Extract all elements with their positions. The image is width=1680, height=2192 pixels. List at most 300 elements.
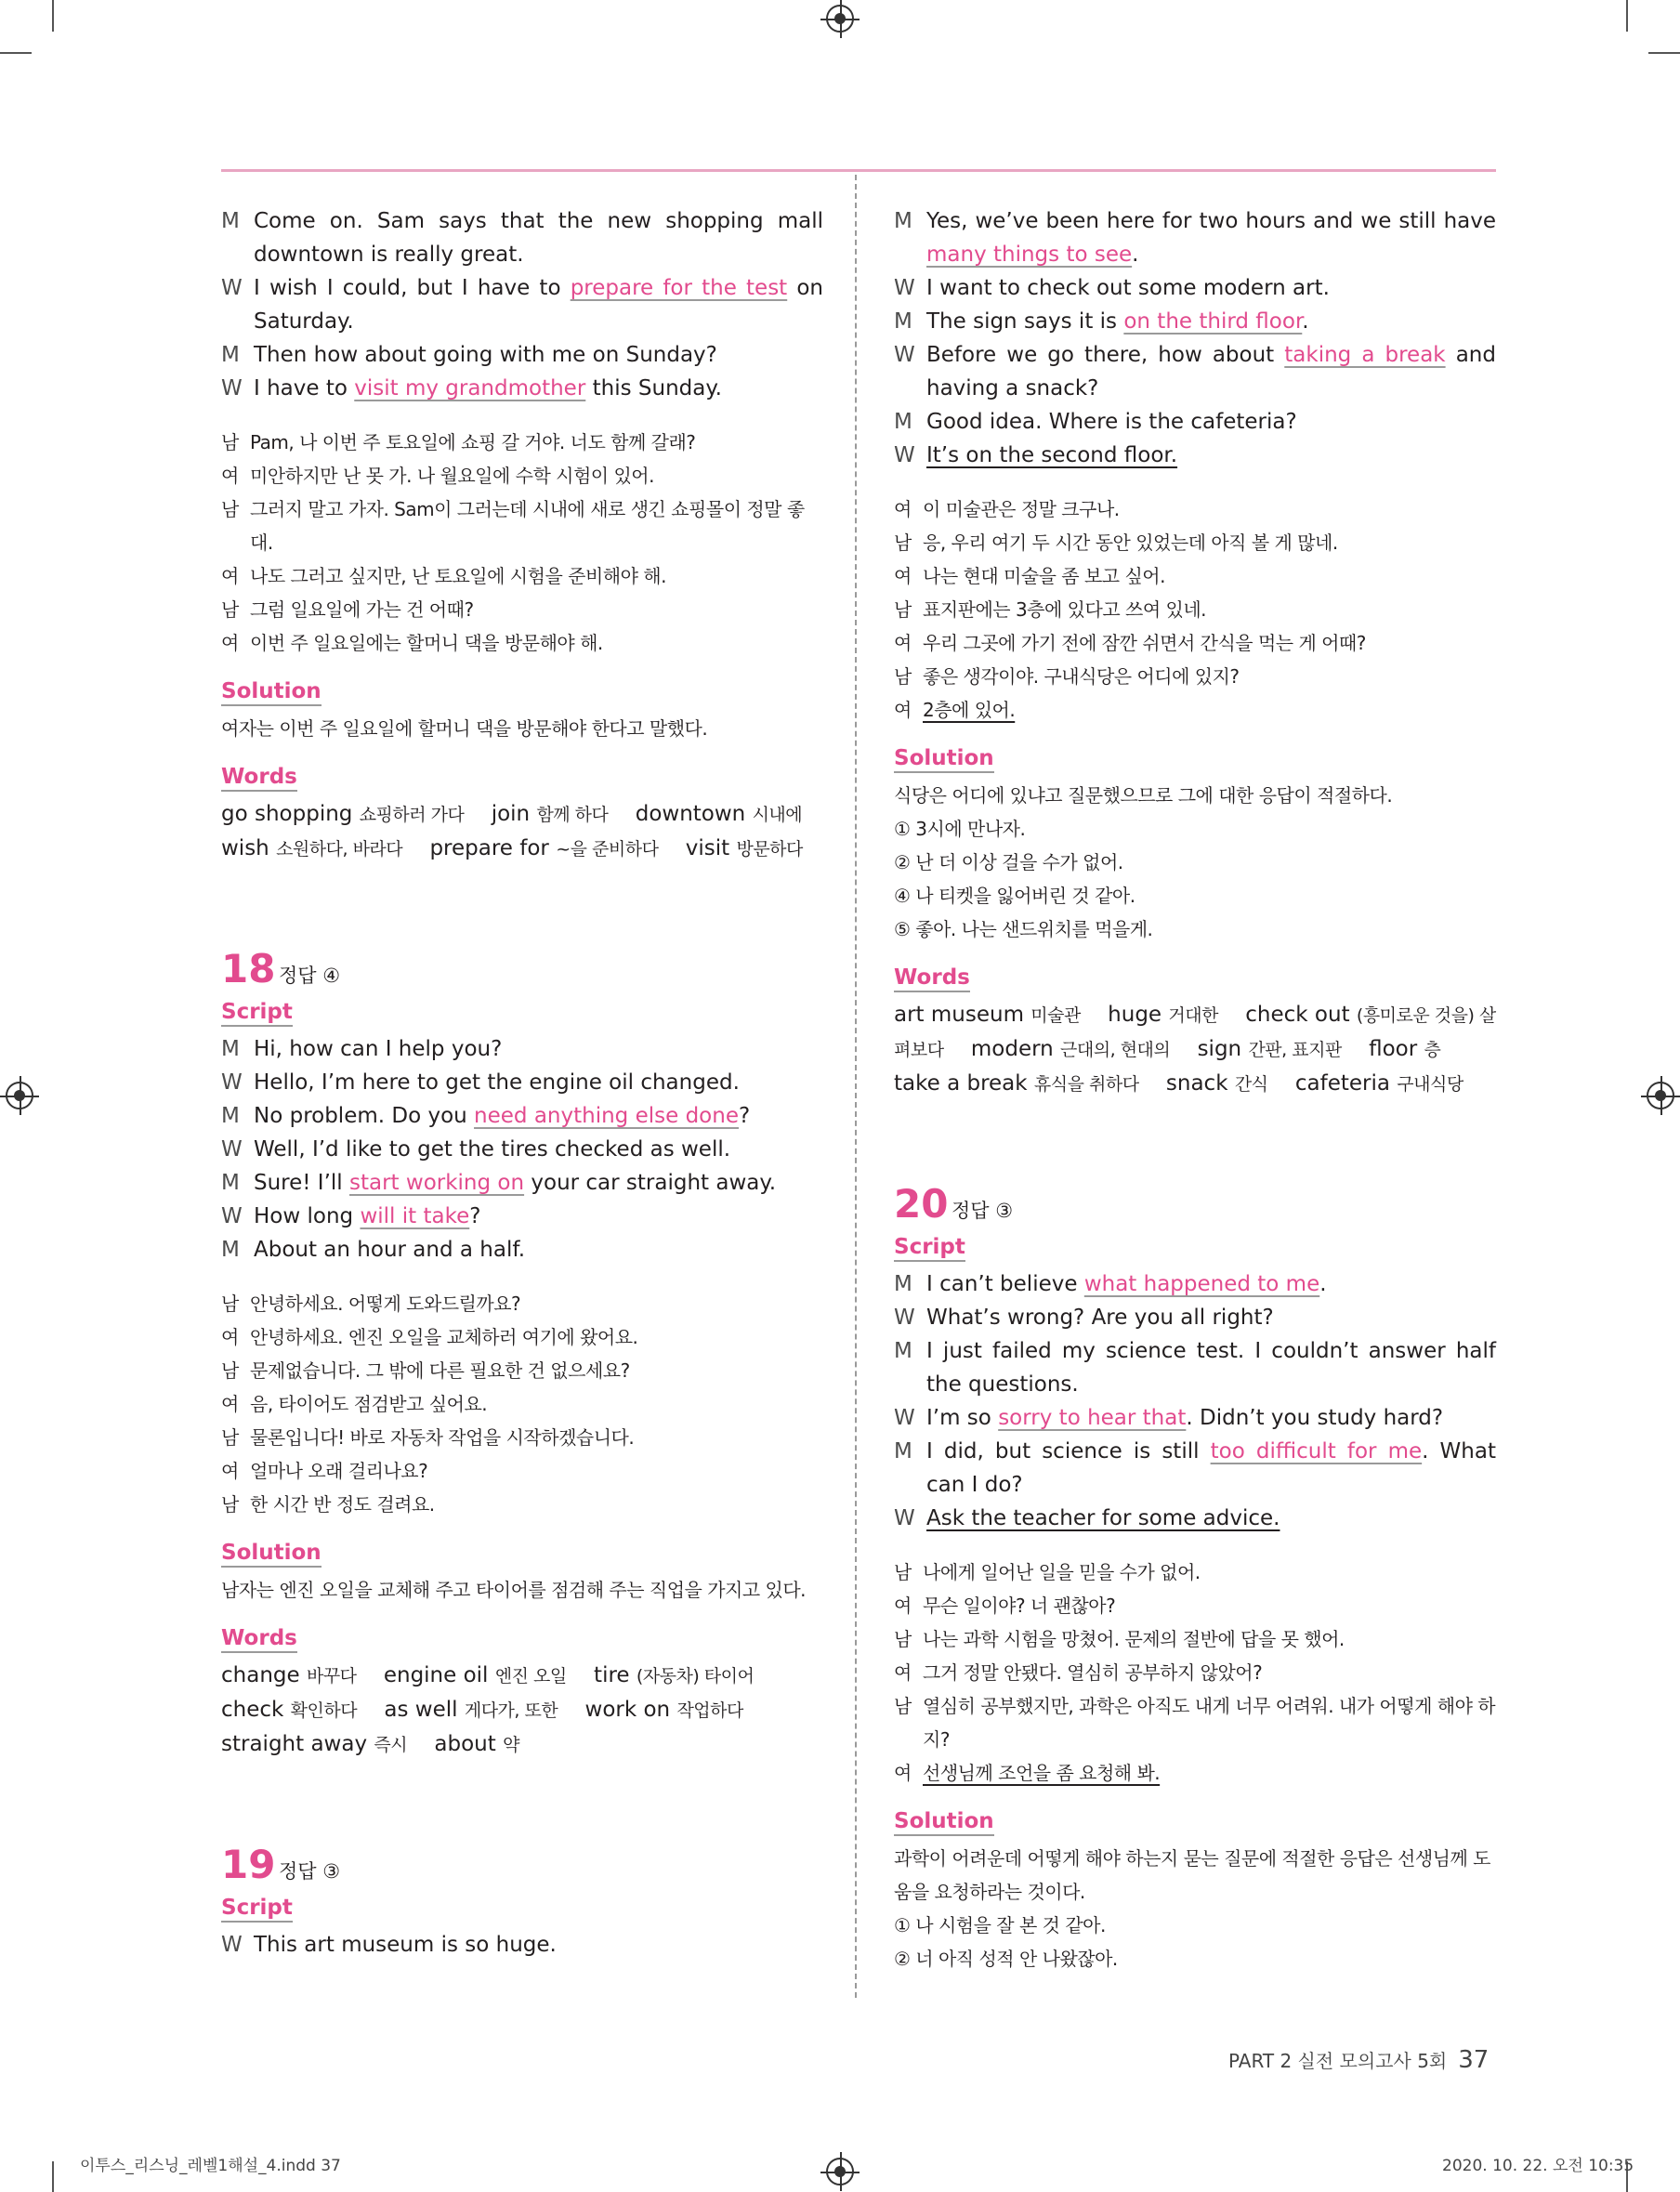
translation-text: 얼마나 오래 걸리나요? (250, 1460, 428, 1482)
dialogue-line (894, 204, 1496, 271)
fill-in-blank: start working on (349, 1171, 525, 1195)
text-run: . What can I do? (926, 1439, 1496, 1497)
speaker-label: M (894, 1339, 912, 1363)
word-english: join (491, 802, 537, 826)
translation-line (221, 1454, 823, 1488)
korean-translation-20 (894, 1555, 1496, 1790)
word-meaning: 시내에 (752, 805, 803, 825)
translation-wrap (250, 1320, 823, 1354)
fill-in-blank: will it take (360, 1204, 470, 1228)
text-run: I just failed my science test. I couldn’t answer half the questions. (926, 1339, 1496, 1397)
solution-text: 여자는 이번 주 일요일에 할머니 댁을 방문해야 한다고 말했다. (221, 717, 708, 740)
solution-line: ① 나 시험을 잘 본 것 같아. (894, 1914, 1106, 1936)
word-meaning: 거대한 (1168, 1005, 1218, 1026)
word-meaning: 휴식을 취하다 (1033, 1074, 1139, 1095)
dialogue-text (926, 1267, 1496, 1301)
fill-in-blank: need anything else done (474, 1104, 739, 1128)
text-run: Come on. Sam says that the new shopping mall downtown is really great. (254, 209, 823, 267)
speaker-label: 여 (221, 465, 239, 487)
text-run: your car straight away. (524, 1171, 777, 1195)
solution-label: Solution (894, 745, 994, 773)
top-rule (221, 169, 1496, 172)
word-english: check (221, 1698, 291, 1722)
speaker-label: W (894, 276, 915, 300)
speaker-label: 여 (221, 565, 239, 587)
solution-line: ② 너 아직 성적 안 나왔잖아. (894, 1948, 1118, 1970)
word-english: prepare for (429, 836, 557, 860)
text-run: . (1132, 243, 1139, 267)
speaker-label: W (894, 443, 915, 467)
word-entry (585, 1698, 743, 1722)
speaker-label: M (221, 209, 240, 233)
translation-wrap (923, 1689, 1496, 1756)
translation-wrap (250, 426, 823, 459)
script-label: Script (894, 1234, 965, 1262)
trim-mark (52, 2161, 54, 2192)
speaker-label: 여 (894, 498, 912, 520)
solution-label: Solution (221, 1540, 322, 1568)
words-label: Words (894, 965, 970, 992)
dialogue-text (926, 1435, 1496, 1502)
text-run: What’s wrong? Are you all right? (926, 1306, 1274, 1330)
dialogue-text (254, 1166, 823, 1200)
translation-wrap (250, 1287, 823, 1320)
translation-wrap (923, 1756, 1496, 1790)
question-number: 19 (221, 1842, 276, 1887)
translation-line (894, 1656, 1496, 1689)
page-number: 37 (1458, 2046, 1490, 2074)
registration-mark-icon (1647, 1082, 1674, 1109)
word-entry (429, 836, 658, 860)
translation-text: 나는 과학 시험을 망쳤어. 문제의 절반에 답을 못 했어. (923, 1628, 1345, 1650)
translation-text: 열심히 공부했지만, 과학은 아직도 내게 너무 어려워. 내가 어떻게 해야 하지? (923, 1695, 1496, 1751)
translation-line (894, 626, 1496, 660)
speaker-label: 남 (894, 532, 912, 554)
registration-mark-icon (826, 2158, 854, 2185)
word-english: take a break (894, 1071, 1034, 1096)
speaker-label: 남 (894, 665, 912, 688)
dialogue-line (221, 1928, 823, 1962)
dialogue-text (254, 1928, 823, 1962)
speaker-label: 남 (221, 1293, 239, 1315)
text-run: No problem. Do you (254, 1104, 475, 1128)
word-entry (384, 1663, 567, 1687)
speaker-label: M (221, 1171, 240, 1195)
speaker-label: M (894, 209, 912, 233)
translation-wrap (923, 559, 1496, 593)
translation-line (894, 1756, 1496, 1790)
dialogue-text (254, 1133, 823, 1166)
word-entry (894, 1003, 1081, 1027)
word-meaning: 쇼핑하러 가다 (359, 805, 465, 825)
word-english: change (221, 1663, 307, 1687)
word-meaning: 게다가, 또한 (464, 1700, 558, 1721)
word-meaning: 약 (503, 1735, 519, 1755)
text-run: . (1319, 1272, 1327, 1296)
text-run: Sure! I’ll (254, 1171, 349, 1195)
speaker-label: M (894, 410, 912, 434)
text-run: and having a snack? (926, 343, 1496, 400)
translation-line (221, 1387, 823, 1421)
translation-wrap (250, 626, 823, 660)
speaker-label: 남 (221, 598, 239, 621)
word-entry (594, 1663, 754, 1687)
solution-text: 남자는 엔진 오일을 교체해 주고 타이어를 점검해 주는 직업을 가지고 있다. (221, 1579, 807, 1601)
word-entry (1198, 1037, 1342, 1061)
word-english: downtown (635, 802, 753, 826)
translation-line (221, 1287, 823, 1320)
translation-line (221, 1421, 823, 1454)
word-english: floor (1369, 1037, 1424, 1061)
question-19-header (221, 1842, 823, 1887)
translation-text: 좋은 생각이야. 구내식당은 어디에 있지? (923, 665, 1240, 688)
speaker-label: M (221, 1037, 240, 1061)
words-list-19 (894, 998, 1496, 1101)
translation-text: 한 시간 반 정도 걸려요. (250, 1493, 435, 1516)
speaker-label: 남 (221, 1493, 239, 1516)
word-meaning: (자동차) 타이어 (636, 1666, 755, 1687)
word-meaning: 구내식당 (1397, 1074, 1463, 1095)
dialogue-line (894, 1267, 1496, 1301)
trim-mark (1626, 0, 1628, 32)
slug-datetime: 2020. 10. 22. 오전 10:35 (1442, 2157, 1634, 2175)
text-run: Well, I’d like to get the tires checked as well. (254, 1137, 731, 1162)
translation-line (894, 1622, 1496, 1656)
translation-text: 우리 그곳에 가기 전에 잠깐 쉬면서 간식을 먹는 게 어때? (923, 632, 1366, 654)
dialogue-text (926, 338, 1496, 405)
script-label: Script (221, 999, 293, 1027)
word-english: modern (970, 1037, 1061, 1061)
translation-text: 안녕하세요. 엔진 오일을 교체하러 여기에 왔어요. (250, 1326, 638, 1348)
translation-line (894, 526, 1496, 559)
fill-in-blank: sorry to hear that (998, 1406, 1187, 1430)
dialogue-line (221, 1032, 823, 1066)
speaker-label: M (221, 343, 240, 367)
word-entry (971, 1037, 1170, 1061)
dialogue-line (894, 1435, 1496, 1502)
trim-mark (1648, 52, 1680, 54)
word-meaning: 소원하다, 바라다 (276, 839, 403, 860)
translation-wrap (923, 660, 1496, 693)
dialogue-text (926, 405, 1496, 439)
word-meaning: (흥미로운 것을) 살펴보다 (894, 1005, 1496, 1060)
speaker-label: W (221, 1070, 243, 1095)
registration-mark-icon (6, 1082, 33, 1109)
translation-wrap (923, 693, 1496, 727)
fill-in-blank: too difficult for me (1210, 1439, 1423, 1464)
dialogue-line (221, 204, 823, 271)
text-run: ? (469, 1204, 481, 1228)
dialogue-line (894, 1301, 1496, 1334)
translation-line (894, 559, 1496, 593)
question-18-header (221, 946, 823, 991)
dialogue-text (254, 1233, 823, 1267)
dialogue-text (254, 271, 823, 338)
dialogue-text (926, 1301, 1496, 1334)
dialogue-line (894, 1502, 1496, 1535)
speaker-label: 여 (221, 1326, 239, 1348)
word-english: sign (1197, 1037, 1249, 1061)
text-run: Hi, how can I help you? (254, 1037, 503, 1061)
text-run: The sign says it is (926, 309, 1124, 334)
translation-wrap (923, 1589, 1496, 1622)
words-list-17 (221, 797, 823, 866)
fill-in-blank: many things to see (926, 243, 1133, 267)
korean-translation-19 (894, 492, 1496, 727)
speaker-label: 여 (894, 565, 912, 587)
word-english: cafeteria (1294, 1071, 1398, 1096)
answer-label: 정답 ③ (279, 1860, 341, 1883)
word-entry (492, 802, 609, 826)
translation-text: 그거 정말 안됐다. 열심히 공부하지 않았어? (923, 1661, 1263, 1684)
answer-label: 정답 ③ (952, 1200, 1014, 1222)
solution-line: ④ 나 티켓을 잃어버린 것 같아. (894, 885, 1135, 907)
dialogue-line (221, 1099, 823, 1133)
text-run: on Saturday. (254, 276, 824, 334)
word-english: straight away (221, 1732, 374, 1756)
translation-text: 이 미술관은 정말 크구나. (923, 498, 1120, 520)
left-column (221, 204, 823, 1962)
korean-translation-18 (221, 1287, 823, 1521)
dialogue-text (926, 271, 1496, 305)
translation-line (221, 1354, 823, 1387)
text-run: I have to (254, 376, 355, 400)
translation-line (221, 626, 823, 660)
word-meaning: 즉시 (374, 1735, 408, 1755)
word-english: as well (384, 1698, 465, 1722)
translation-wrap (250, 1421, 823, 1454)
text-run: Then how about going with me on Sunday? (254, 343, 717, 367)
word-entry (221, 802, 464, 826)
translation-line (221, 426, 823, 459)
speaker-label: M (894, 1439, 912, 1464)
dialogue-20 (894, 1267, 1496, 1535)
trim-mark (0, 52, 32, 54)
translation-line (894, 693, 1496, 727)
translation-wrap (923, 626, 1496, 660)
word-english: wish (221, 836, 277, 860)
translation-line (221, 1488, 823, 1521)
speaker-label: 남 (894, 1695, 912, 1717)
slug-filename: 이투스_리스닝_레벨1해설_4.indd 37 (80, 2157, 341, 2175)
speaker-label: M (894, 309, 912, 334)
translation-wrap (923, 492, 1496, 526)
text-run: How long (254, 1204, 361, 1228)
translation-text: 물론입니다! 바로 자동차 작업을 시작하겠습니다. (250, 1426, 635, 1449)
speaker-label: 남 (894, 1628, 912, 1650)
speaker-label: 여 (221, 632, 239, 654)
translation-wrap (250, 1454, 823, 1488)
solution-line: ⑤ 좋아. 나는 샌드위치를 먹을게. (894, 918, 1153, 940)
text-run: Hello, I’m here to get the engine oil changed. (254, 1070, 740, 1095)
word-english: check out (1245, 1003, 1357, 1027)
question-20-header (894, 1181, 1496, 1227)
word-meaning: 층 (1424, 1040, 1441, 1060)
words-list-18 (221, 1659, 823, 1762)
trim-mark (52, 0, 54, 32)
word-meaning: 근대의, 현대의 (1060, 1040, 1171, 1060)
dialogue-text (926, 439, 1496, 472)
fill-in-blank: visit my grandmother (354, 376, 586, 400)
translation-text: 그럼 일요일에 가는 건 어때? (250, 598, 474, 621)
word-english: go shopping (221, 802, 360, 826)
speaker-label: 남 (221, 1359, 239, 1382)
translation-text: 나는 현대 미술을 좀 보고 싶어. (923, 565, 1165, 587)
translation-text: 이번 주 일요일에는 할머니 댁을 방문해야 해. (250, 632, 603, 654)
dialogue-19-start (221, 1928, 823, 1962)
question-number: 18 (221, 946, 276, 991)
word-entry (636, 802, 802, 826)
right-column (894, 204, 1496, 1975)
translation-line (894, 593, 1496, 626)
dialogue-text (254, 372, 823, 405)
speaker-label: W (221, 1933, 243, 1957)
solution-line: 식당은 어디에 있냐고 질문했으므로 그에 대한 응답이 적절하다. (894, 784, 1393, 807)
translation-wrap (250, 1387, 823, 1421)
solution-line: ② 난 더 이상 걸을 수가 없어. (894, 851, 1123, 873)
dialogue-text (254, 1099, 823, 1133)
text-run: Before we go there, how about (926, 343, 1285, 367)
word-meaning: 함께 하다 (536, 805, 609, 825)
speaker-label: W (221, 376, 243, 400)
solution-text (894, 779, 1496, 946)
dialogue-line (221, 271, 823, 338)
word-english: engine oil (383, 1663, 495, 1687)
speaker-label: W (894, 1306, 915, 1330)
text-run: Good idea. Where is the cafeteria? (926, 410, 1297, 434)
word-entry (384, 1698, 558, 1722)
fill-in-blank: taking a break (1284, 343, 1446, 367)
speaker-label: 남 (221, 1426, 239, 1449)
speaker-label: W (894, 1506, 915, 1530)
word-entry (221, 1732, 407, 1756)
dialogue-line (221, 1200, 823, 1233)
speaker-label: 남 (221, 498, 239, 520)
translation-wrap (923, 1555, 1496, 1589)
word-meaning: 미술관 (1030, 1005, 1081, 1026)
word-entry (686, 836, 803, 860)
fill-in-blank: what happened to me (1083, 1272, 1320, 1296)
words-label: Words (221, 764, 297, 792)
translation-text: 그러지 말고 가자. Sam이 그러는데 시내에 새로 생긴 쇼핑몰이 정말 좋대. (250, 498, 805, 554)
dialogue-text (254, 204, 823, 271)
registration-mark-icon (826, 5, 854, 33)
text-run: . Didn’t you study hard? (1186, 1406, 1444, 1430)
word-english: huge (1108, 1003, 1169, 1027)
solution-line: 과학이 어려운데 어떻게 해야 하는지 묻는 질문에 적절한 응답은 선생님께 도움을 요청하라는 것이다. (894, 1847, 1490, 1903)
translation-wrap (923, 1656, 1496, 1689)
dialogue-line (221, 1133, 823, 1166)
translation-text: 2층에 있어. (923, 699, 1016, 721)
text-run: . (1302, 309, 1309, 334)
translation-wrap (923, 1622, 1496, 1656)
solution-line: ① 3시에 만나자. (894, 818, 1026, 840)
dialogue-19-cont (894, 204, 1496, 472)
word-entry (221, 1698, 357, 1722)
translation-text: 표지판에는 3층에 있다고 쓰여 있네. (923, 598, 1206, 621)
translation-line (221, 1320, 823, 1354)
text-run: this Sunday. (585, 376, 722, 400)
dialogue-17 (221, 204, 823, 405)
speaker-label: W (894, 343, 915, 367)
dialogue-text (254, 1200, 823, 1233)
translation-text: 문제없습니다. 그 밖에 다른 필요한 건 없으세요? (250, 1359, 630, 1382)
text-run: I can’t believe (926, 1272, 1084, 1296)
word-english: work on (584, 1698, 677, 1722)
word-entry (434, 1732, 519, 1756)
dialogue-line (221, 338, 823, 372)
speaker-label: 남 (894, 598, 912, 621)
dialogue-text (926, 1334, 1496, 1401)
dialogue-text (926, 305, 1496, 338)
word-entry (221, 1663, 357, 1687)
word-entry (894, 1071, 1139, 1096)
translation-line (221, 593, 823, 626)
speaker-label: 여 (894, 1762, 912, 1784)
translation-line (894, 492, 1496, 526)
dialogue-line (221, 372, 823, 405)
speaker-label: W (221, 1137, 243, 1162)
fill-in-blank: prepare for the test (570, 276, 788, 300)
translation-line (221, 559, 823, 593)
script-label: Script (221, 1895, 293, 1923)
translation-text: 응, 우리 여기 두 시간 동안 있었는데 아직 볼 게 많네. (923, 532, 1338, 554)
speaker-label: M (894, 1272, 912, 1296)
translation-wrap (250, 593, 823, 626)
word-entry (1369, 1037, 1440, 1061)
solution-label: Solution (894, 1808, 994, 1836)
translation-wrap (250, 492, 823, 559)
dialogue-line (221, 1066, 823, 1099)
translation-line (894, 1689, 1496, 1756)
dialogue-line (894, 271, 1496, 305)
words-label: Words (221, 1625, 297, 1653)
word-meaning: 바꾸다 (306, 1666, 357, 1687)
speaker-label: M (221, 1104, 240, 1128)
word-english: art museum (894, 1003, 1031, 1027)
translation-text: 음, 타이어도 점검받고 싶어요. (250, 1393, 488, 1415)
dialogue-line (894, 1334, 1496, 1401)
dialogue-text (254, 338, 823, 372)
word-meaning: ~을 준비하다 (556, 839, 659, 860)
dialogue-line (894, 338, 1496, 405)
text-run: This art museum is so huge. (254, 1933, 557, 1957)
speaker-label: 여 (221, 1393, 239, 1415)
word-english: tire (594, 1663, 637, 1687)
korean-translation-17 (221, 426, 823, 660)
text-run: Ask the teacher for some advice. (926, 1506, 1280, 1530)
dialogue-line (894, 439, 1496, 472)
text-run: ? (738, 1104, 751, 1128)
column-divider (855, 175, 857, 1998)
translation-text: 나도 그러고 싶지만, 난 토요일에 시험을 준비해야 해. (250, 565, 666, 587)
translation-line (894, 660, 1496, 693)
dialogue-line (894, 305, 1496, 338)
speaker-label: 여 (894, 699, 912, 721)
translation-wrap (250, 1354, 823, 1387)
dialogue-text (254, 1066, 823, 1099)
word-entry (221, 836, 402, 860)
dialogue-line (894, 405, 1496, 439)
speaker-label: 남 (221, 431, 239, 453)
word-meaning: 간판, 표지판 (1248, 1040, 1342, 1060)
solution-label: Solution (221, 678, 322, 706)
translation-text: 나에게 일어난 일을 믿을 수가 없어. (923, 1561, 1201, 1583)
translation-wrap (250, 1488, 823, 1521)
dialogue-18 (221, 1032, 823, 1267)
translation-wrap (250, 459, 823, 492)
speaker-label: 여 (221, 1460, 239, 1482)
